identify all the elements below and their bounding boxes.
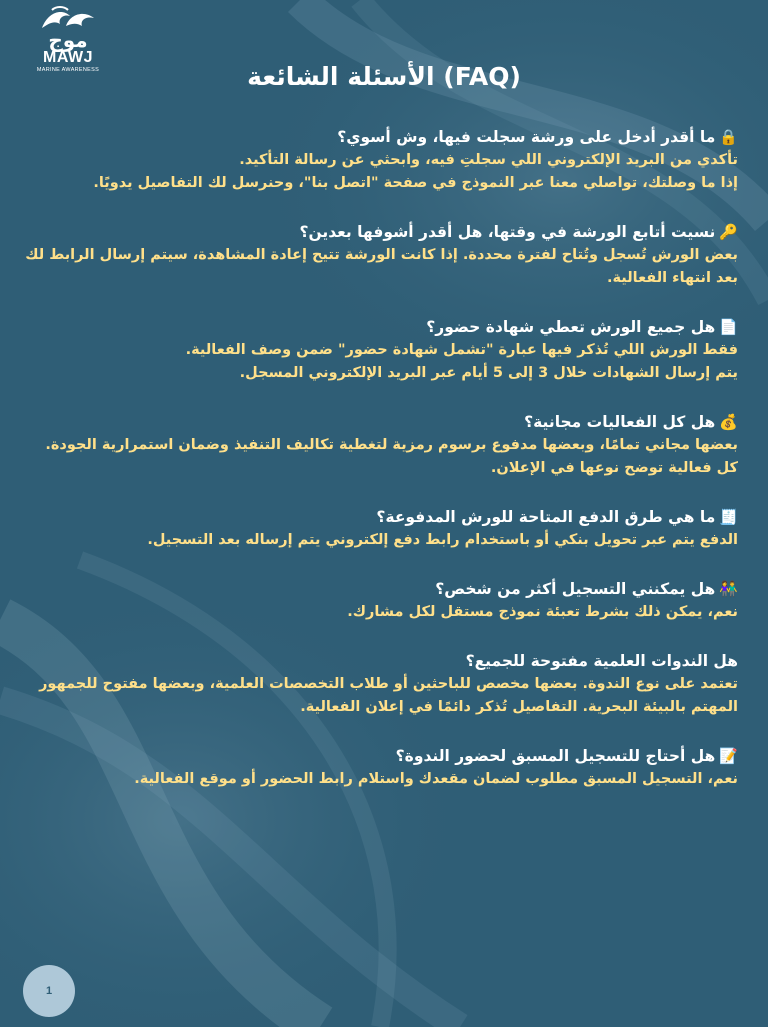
page-title: الأسئلة الشائعة (FAQ) — [247, 62, 521, 91]
logo-tagline: MARINE AWARENESS — [36, 67, 100, 73]
receipt-icon: 🧾 — [719, 508, 738, 526]
faq-item-seminars — [18, 649, 738, 719]
faq-answer: تأكدي من البريد الإلكتروني اللي سجلتِ فيه، وابحثي عن رسالة التأكيد. — [239, 152, 738, 168]
logo-arabic: موج — [48, 28, 88, 52]
document-icon: 📄 — [719, 318, 738, 336]
faq-answer: إذا ما وصلتك، تواصلي معنا عبر النموذج في صفحة "اتصل بنا"، وحنرسل لك التفاصيل يدويًا. — [93, 175, 738, 191]
faq-item-preregistration — [18, 744, 738, 791]
faq-question: 🧾ما هي طرق الدفع المتاحة للورش المدفوعة؟ — [18, 505, 738, 529]
faq-question: 🔑نسيت أتابع الورشة في وقتها، هل أقدر أشوفها بعدين؟ — [18, 220, 738, 244]
faq-question: 📝هل أحتاج للتسجيل المسبق لحضور الندوة؟ — [18, 744, 738, 768]
faq-answer: تعتمد على نوع الندوة. بعضها مخصص للباحثين أو طلاب التخصصات العلمية، وبعضها مفتوح للجمهور المهتم بالبيئة البحرية. التفاصيل تُذكر دائمًا في إعلان الفعالية. — [39, 676, 738, 715]
faq-answer: فقط الورش اللي تُذكر فيها عبارة "تشمل شهادة حضور" ضمن وصف الفعالية. — [185, 342, 738, 358]
lock-icon: 🔒 — [719, 128, 738, 146]
faq-answer: كل فعالية توضح نوعها في الإعلان. — [490, 460, 738, 476]
people-icon: 👫 — [719, 580, 738, 598]
money-bag-icon: 💰 — [719, 413, 738, 431]
faq-list — [18, 125, 738, 816]
key-icon: 🔑 — [719, 223, 738, 241]
logo-english: MAWJ — [43, 49, 93, 66]
faq-question: 💰هل كل الفعاليات مجانية؟ — [18, 410, 738, 434]
faq-item-free — [18, 410, 738, 480]
faq-answer: الدفع يتم عبر تحويل بنكي أو باستخدام رابط دفع إلكتروني يتم إرساله بعد التسجيل. — [147, 532, 738, 548]
memo-icon: 📝 — [719, 747, 738, 765]
faq-question: 👫هل يمكنني التسجيل أكثر من شخص؟ — [18, 577, 738, 601]
faq-item-multiple — [18, 577, 738, 624]
faq-question: هل الندوات العلمية مفتوحة للجميع؟ — [465, 652, 738, 670]
faq-item-recording — [18, 220, 738, 290]
faq-question: 🔒ما أقدر أدخل على ورشة سجلت فيها، وش أسوي؟ — [18, 125, 738, 149]
faq-answer: بعض الورش تُسجل وتُتاح لفترة محددة. إذا كانت الورشة تتيح إعادة المشاهدة، سيتم إرسال الرابط لك بعد انتهاء الفعالية. — [25, 247, 738, 286]
faq-item-certificate — [18, 315, 738, 385]
faq-question: 📄هل جميع الورش تعطي شهادة حضور؟ — [18, 315, 738, 339]
faq-answer: نعم، التسجيل المسبق مطلوب لضمان مقعدك واستلام رابط الحضور أو موقع الفعالية. — [134, 771, 738, 787]
faq-item-login — [18, 125, 738, 195]
faq-answer: نعم، يمكن ذلك بشرط تعبئة نموذج مستقل لكل مشارك. — [347, 604, 738, 620]
faq-answer: بعضها مجاني تمامًا، وبعضها مدفوع برسوم رمزية لتغطية تكاليف التنفيذ وضمان استمرارية الجودة. — [45, 437, 738, 453]
faq-item-payment — [18, 505, 738, 552]
page-number: 1 — [23, 965, 75, 1017]
faq-answer: يتم إرسال الشهادات خلال 3 إلى 5 أيام عبر البريد الإلكتروني المسجل. — [239, 365, 738, 381]
